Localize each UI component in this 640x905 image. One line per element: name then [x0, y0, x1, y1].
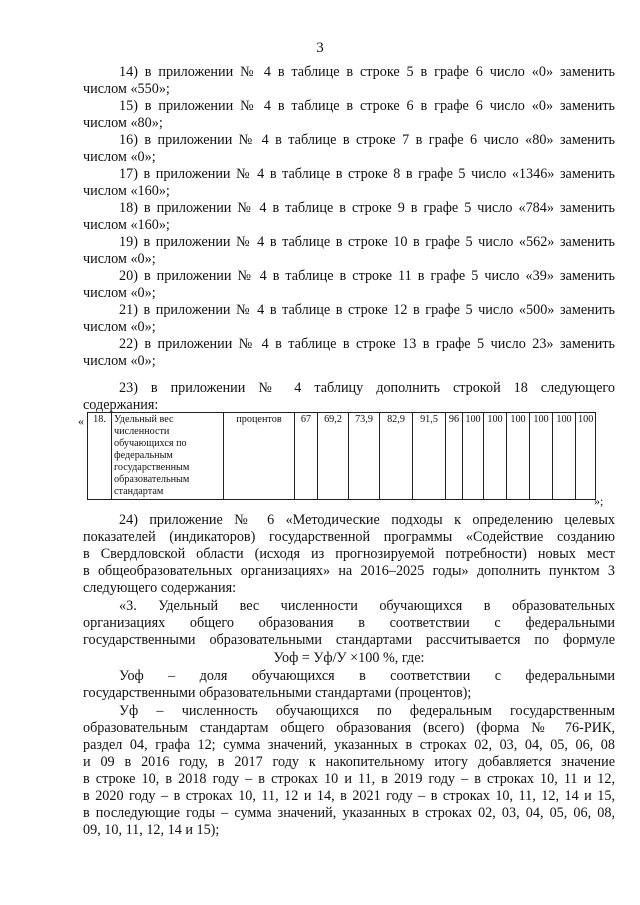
value-cell: 73,9 — [349, 413, 380, 500]
formula: Уоф = Уф/У ×100 %, где: — [273, 650, 425, 666]
item-line: Уф – численность обучающихся по федеральным государственным — [119, 703, 615, 719]
item-17 — [83, 166, 615, 200]
value-cell: 100 — [576, 413, 596, 500]
value-cell: 91,5 — [413, 413, 446, 500]
item-23 — [83, 380, 615, 414]
row-number-cell: 18. — [88, 413, 112, 500]
item-19 — [83, 234, 615, 268]
item-line: в Свердловской области (исходя из прогнозируемой потребности) новых мест — [83, 546, 615, 562]
item-line: числом «80»; — [83, 115, 163, 131]
item-line: «3. Удельный вес численности обучающихся в образовательных — [119, 598, 615, 614]
item-line: 19) в приложении № 4 в таблице в строке 10 в графе 5 число «562» заменить — [119, 234, 615, 250]
item-line: государственными образовательными стандартами рассчитывается по формуле — [83, 632, 615, 648]
item-24 — [83, 512, 615, 597]
open-quote: « — [78, 414, 84, 428]
item-line: числом «160»; — [83, 217, 170, 233]
value-cell: 100 — [553, 413, 576, 500]
item-line: 23) в приложении № 4 таблицу дополнить строкой 18 следующего — [119, 380, 615, 396]
amendment-list — [83, 64, 615, 370]
item-line: 24) приложение № 6 «Методические подходы к определению целевых — [119, 512, 615, 528]
item-line: государственными образовательными стандартами (процентов); — [83, 685, 472, 701]
item-line: числом «0»; — [83, 353, 156, 369]
item-line: 09, 10, 11, 12, 14 и 15); — [83, 822, 220, 838]
item-line: 17) в приложении № 4 в таблице в строке 8 в графе 5 число «1346» заменить — [119, 166, 615, 182]
item-line: в строке 10, в 2018 году – в строках 10 и 11, в 2019 году – в строках 10, 11 и 12, — [83, 771, 615, 787]
definition-uof — [83, 668, 615, 702]
item-16 — [83, 132, 615, 166]
value-cell: 100 — [507, 413, 530, 500]
item-line: в общеобразовательных организациях» на 2016–2025 годы» дополнить пунктом 3 — [83, 563, 615, 579]
value-cell: 100 — [463, 413, 484, 500]
item-line: образовательным стандартам общего образования (всего) (форма № 76-РИК, — [83, 720, 615, 736]
item-15 — [83, 98, 615, 132]
page-number: 3 — [316, 40, 324, 56]
unit-cell: процентов — [224, 413, 295, 500]
item-line: 16) в приложении № 4 в таблице в строке 7 в графе 6 число «80» заменить — [119, 132, 615, 148]
value-cell: 69,2 — [318, 413, 349, 500]
definition-uf — [83, 703, 615, 839]
item-line: числом «0»; — [83, 285, 156, 301]
indicator-name-cell: Удельный вес численности обучающихся по федеральным государственным образовательным стандартам — [112, 413, 224, 500]
item-line: содержания: — [83, 397, 159, 413]
item-line: 20) в приложении № 4 в таблице в строке 11 в графе 5 число «39» заменить — [119, 268, 615, 284]
item-line: 22) в приложении № 4 в таблице в строке 13 в графе 5 число 23» заменить — [119, 336, 615, 352]
item-line: и 09 в 2016 году, в 2017 году к накопительному итогу добавляется значение — [83, 754, 615, 770]
item-21 — [83, 302, 615, 336]
item-line: показателей (индикаторов) государственной программы «Содействие созданию — [83, 529, 615, 545]
point-3 — [83, 598, 615, 649]
item-line: числом «0»; — [83, 319, 156, 335]
close-quote: »; — [594, 494, 604, 508]
item-line: 15) в приложении № 4 в таблице в строке 6 в графе 6 число «0» заменить — [119, 98, 615, 114]
item-line: в 2020 году – в строках 10, 11, 12 и 14, в 2021 году – в строках 10, 11, 12, 14 и 15, — [83, 788, 615, 804]
item-line: числом «550»; — [83, 81, 170, 97]
item-line: 21) в приложении № 4 в таблице в строке 12 в графе 5 число «500» заменить — [119, 302, 615, 318]
item-22 — [83, 336, 615, 370]
item-20 — [83, 268, 615, 302]
item-line: Уоф – доля обучающихся в соответствии с федеральными — [119, 668, 615, 684]
value-cell: 67 — [295, 413, 318, 500]
item-line: в последующие годы – сумма значений, указанных в строках 02, 03, 04, 05, 06, 08, — [83, 805, 615, 821]
item-line: числом «160»; — [83, 183, 170, 199]
inserted-table-row — [87, 412, 596, 500]
item-line: числом «0»; — [83, 149, 156, 165]
value-cell: 82,9 — [380, 413, 413, 500]
item-line: организациях общего образования в соответствии с федеральными — [83, 615, 615, 631]
item-line: 18) в приложении № 4 в таблице в строке 9 в графе 5 число «784» заменить — [119, 200, 615, 216]
item-line: раздел 04, графа 12; сумма значений, указанных в строках 02, 03, 04, 05, 06, 08 — [83, 737, 615, 753]
item-line: числом «0»; — [83, 251, 156, 267]
item-line: 14) в приложении № 4 в таблице в строке 5 в графе 6 число «0» заменить — [119, 64, 615, 80]
item-line: следующего содержания: — [83, 580, 237, 596]
item-14 — [83, 64, 615, 98]
table-row — [88, 413, 596, 500]
value-cell: 100 — [484, 413, 507, 500]
item-18 — [83, 200, 615, 234]
value-cell: 96 — [446, 413, 463, 500]
value-cell: 100 — [530, 413, 553, 500]
